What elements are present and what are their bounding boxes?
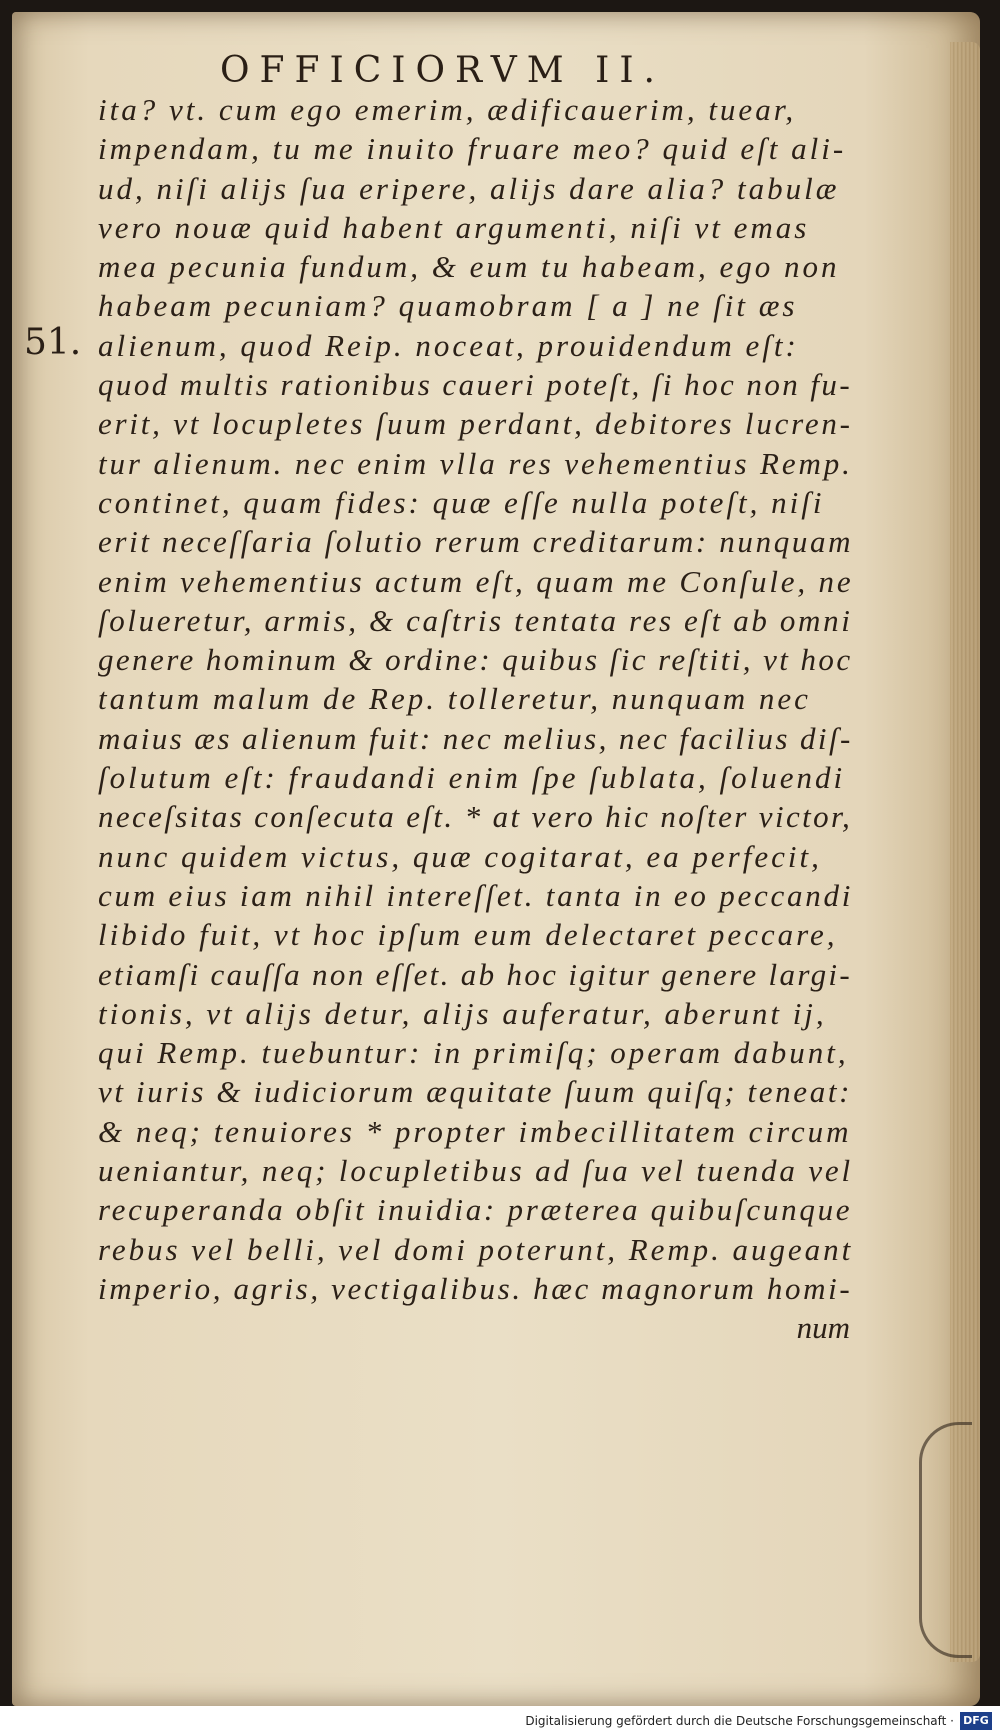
text-line: ita? vt. cum ego emerim, ædificauerim, tuear, — [98, 92, 797, 127]
book-clasp — [919, 1422, 972, 1658]
dfg-logo-icon: DFG — [960, 1712, 992, 1730]
text-line: alienum, quod Reip. noceat, prouidendum eſt: — [98, 327, 799, 363]
text-line: tionis, vt alijs detur, alijs auferatur, aberunt ij, — [98, 995, 827, 1031]
margin-section-number: 51. — [24, 322, 82, 363]
text-line: rebus vel belli, vel domi poterunt, Remp. augeant — [98, 1231, 854, 1267]
text-line: & neq; tenuiores * propter imbecillitatem circum — [98, 1113, 852, 1149]
body-text — [98, 90, 854, 1348]
text-line: mea pecunia fundum, & eum tu habeam, ego non — [98, 249, 840, 285]
running-title: OFFICIORVM II. — [220, 50, 665, 91]
text-line: neceſsitas conſecuta eſt. * at vero hic noſter victor, — [98, 799, 853, 835]
text-line: maius æs alienum fuit: nec melius, nec facilius diſ- — [98, 720, 853, 756]
text-line: recuperanda obſit inuidia: præterea quibuſcunque — [98, 1192, 853, 1228]
page-edges — [950, 42, 980, 1662]
text-line: ſolueretur, armis, & caſtris tentata res eſt ab omni — [98, 602, 853, 638]
text-line: enim vehementius actum eſt, quam me Conſule, ne — [98, 563, 854, 599]
text-line: cum eius iam nihil intereſſet. tanta in eo peccandi — [98, 877, 854, 913]
text-line: imperio, agris, vectigalibus. hæc magnorum homi- — [98, 1270, 853, 1306]
text-line: impendam, tu me inuito fruare meo? quid eſt ali- — [98, 131, 847, 167]
text-line: libido fuit, vt hoc ipſum eum delectaret peccare, — [98, 917, 838, 953]
text-line: erit neceſſaria ſolutio rerum creditarum: nunquam — [98, 524, 854, 560]
footer-credit: Digitalisierung gefördert durch die Deutsche Forschungsgemeinschaft · — [525, 1714, 954, 1728]
text-line: tur alienum. nec enim vlla res vehementius Remp. — [98, 445, 853, 481]
text-line: etiamſi cauſſa non eſſet. ab hoc igitur genere largi- — [98, 956, 852, 992]
text-line: vero nouæ quid habent argumenti, niſi vt emas — [98, 209, 810, 245]
digitization-footer — [0, 1706, 1000, 1734]
text-line: ſolutum eſt: fraudandi enim ſpe ſublata, ſoluendi — [98, 760, 846, 796]
catchword: num — [796, 1310, 850, 1346]
text-line: vt iuris & iudiciorum æquitate ſuum quiſq; teneat: — [98, 1074, 853, 1110]
text-line: habeam pecuniam? quamobram [ a ] ne ſit æs — [98, 288, 798, 324]
text-line: nunc quidem victus, quæ cogitarat, ea perfecit, — [98, 838, 822, 874]
text-line: genere hominum & ordine: quibus ſic reſtiti, vt hoc — [98, 642, 853, 678]
text-line: qui Remp. tuebuntur: in primiſq; operam dabunt, — [98, 1035, 849, 1071]
text-line: quod multis rationibus caueri poteſt, ſi hoc non fu- — [98, 367, 853, 403]
text-line: continet, quam fides: quæ eſſe nulla poteſt, niſi — [98, 484, 825, 520]
text-line: erit, vt locupletes ſuum perdant, debitores lucren- — [98, 406, 853, 442]
text-line: ueniantur, neq; locupletibus ad ſua vel tuenda vel — [98, 1153, 853, 1189]
text-line: ud, niſi alijs ſua eripere, alijs dare alia? tabulæ — [98, 170, 840, 206]
text-line: tantum malum de Rep. tolleretur, nunquam nec — [98, 681, 811, 717]
